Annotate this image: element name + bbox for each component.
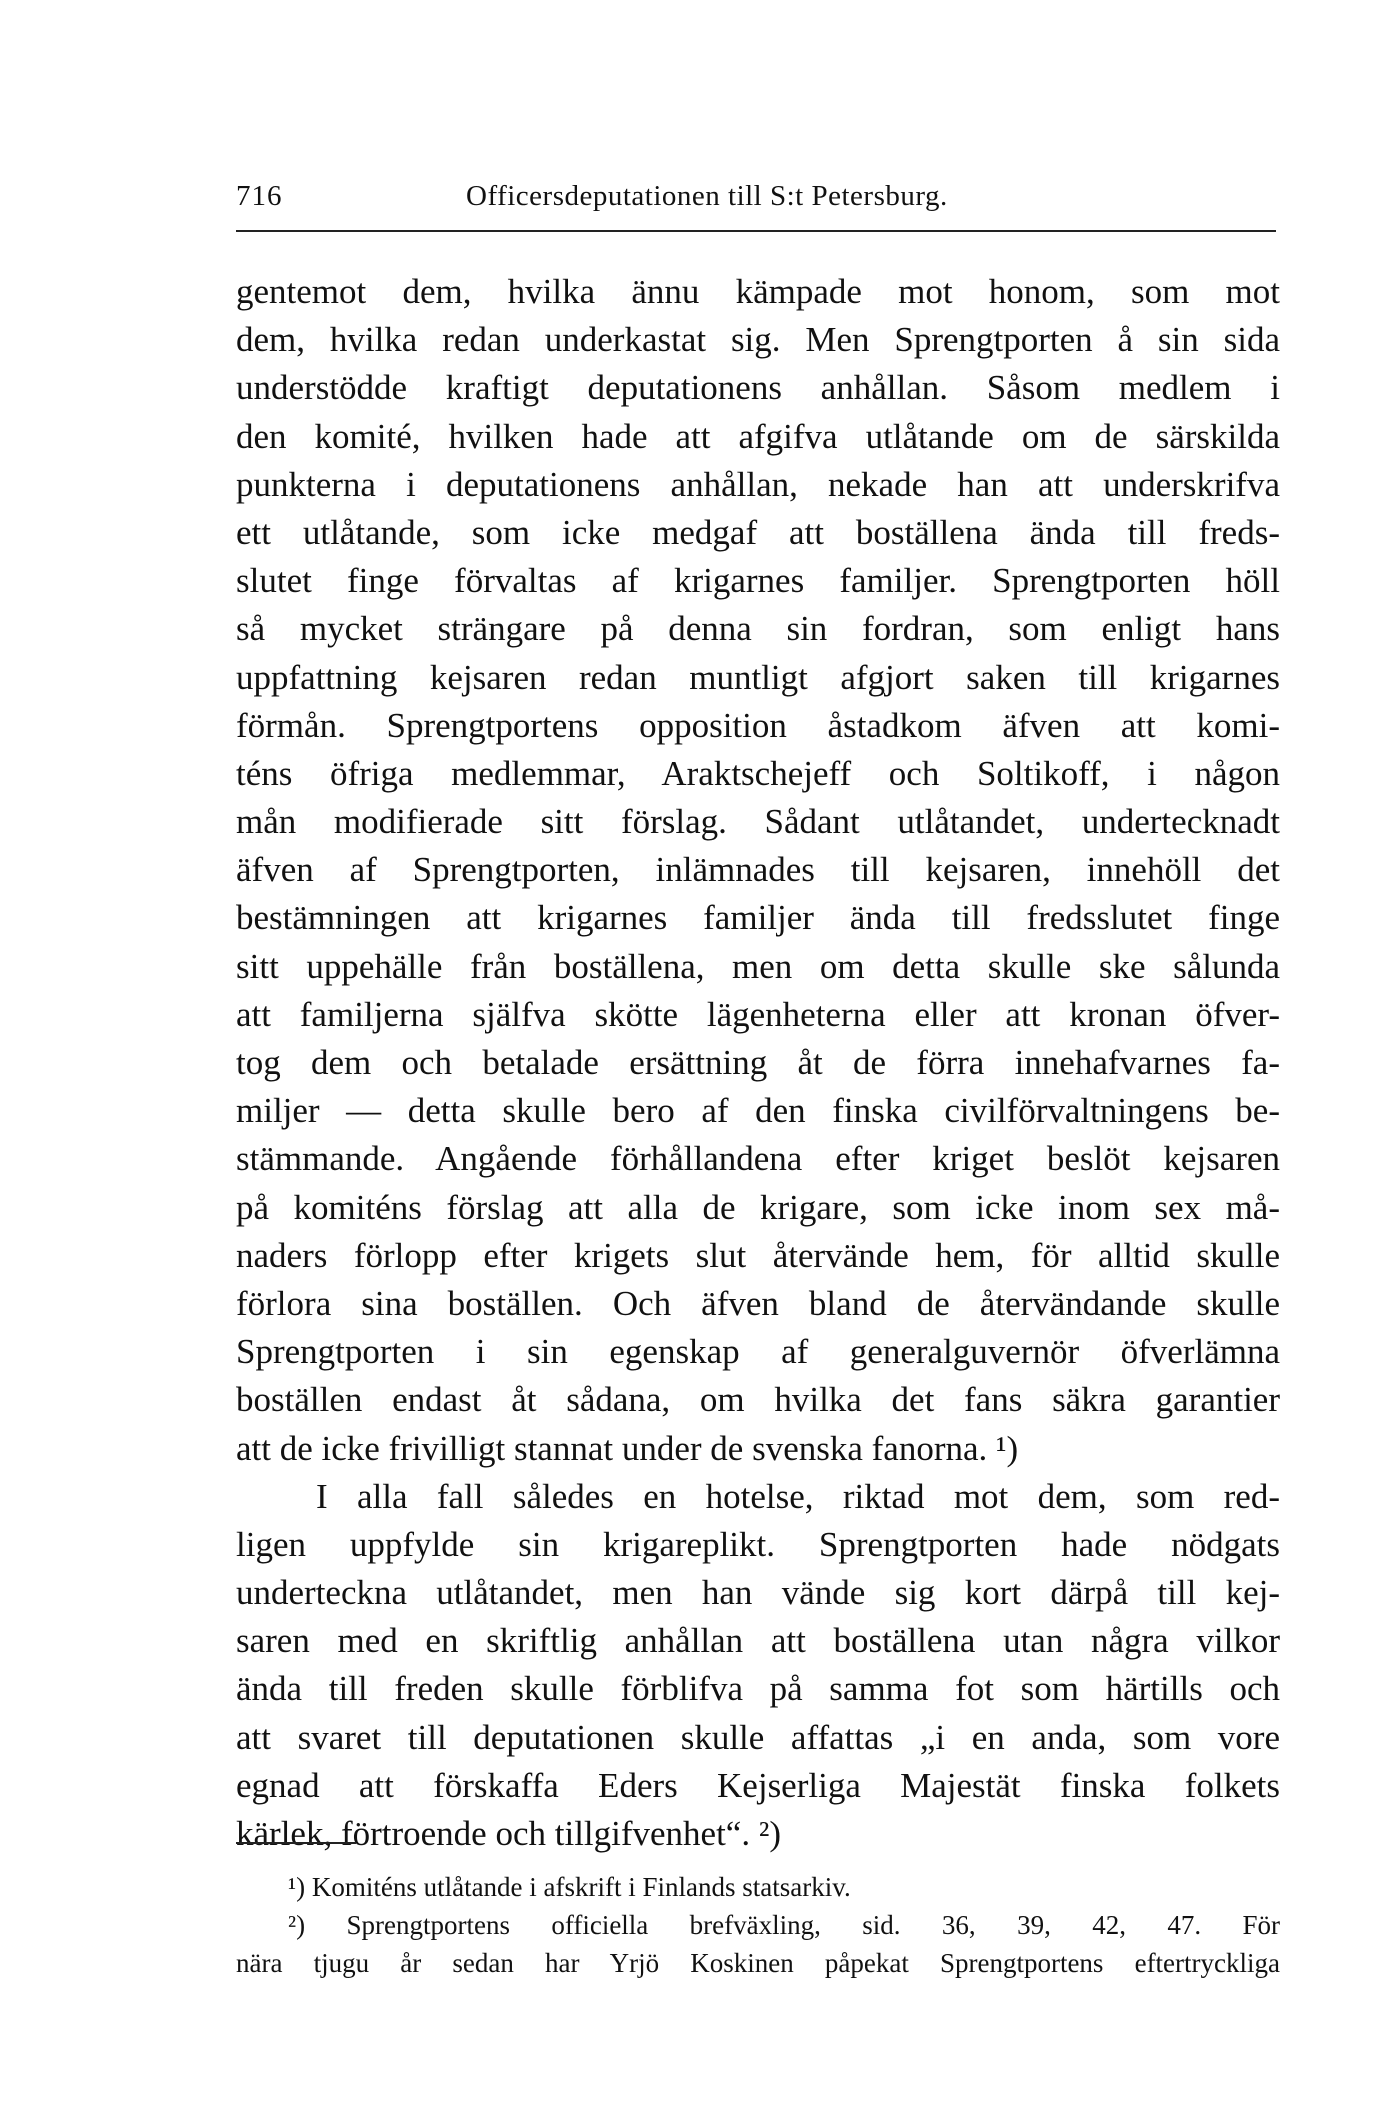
text-line: understödde kraftigt deputationens anhållan. Såsom medlem i	[236, 368, 1280, 408]
text-line: kärlek, förtroende och tillgifvenhet“. ²)	[236, 1814, 781, 1853]
text-line: punkterna i deputationens anhållan, nekade han att underskrifva	[236, 464, 1280, 504]
text-line: egnad att förskaffa Eders Kejserliga Majestät finska folkets	[236, 1765, 1280, 1805]
text-line: miljer — detta skulle bero af den finska civilförvaltningens be-	[236, 1091, 1280, 1131]
text-line: I alla fall således en hotelse, riktad mot dem, som red-	[316, 1476, 1280, 1516]
text-line: på komiténs förslag att alla de krigare, som icke inom sex må-	[236, 1187, 1280, 1227]
body-text	[236, 268, 1280, 1858]
text-line: téns öfriga medlemmar, Araktschejeff och Soltikoff, i någon	[236, 753, 1280, 793]
text-line: ända till freden skulle förblifva på samma fot som härtills och	[236, 1669, 1280, 1709]
text-line: gentemot dem, hvilka ännu kämpade mot honom, som mot	[236, 272, 1280, 311]
text-line: boställen endast åt sådana, om hvilka det fans säkra garantier	[236, 1380, 1280, 1420]
text-line: ligen uppfylde sin krigareplikt. Sprengtporten hade nödgats	[236, 1524, 1280, 1564]
footnote-line: nära tjugu år sedan har Yrjö Koskinen påpekat Sprengtportens eftertryckliga	[236, 1948, 1280, 1978]
running-header	[236, 180, 1276, 232]
text-line: sitt uppehälle från boställena, men om detta skulle ske sålunda	[236, 946, 1280, 986]
text-line: att svaret till deputationen skulle affattas „i en anda, som vore	[236, 1717, 1280, 1757]
text-line: bestämningen att krigarnes familjer ända till fredsslutet finge	[236, 898, 1280, 938]
text-line: stämmande. Angående förhållandena efter kriget beslöt kejsaren	[236, 1139, 1280, 1179]
footnote-line: ²) Sprengtportens officiella brefväxling, sid. 36, 39, 42, 47. För	[288, 1910, 1280, 1940]
footnote-divider	[236, 1842, 356, 1844]
text-line: att de icke frivilligt stannat under de svenska fanorna. ¹)	[236, 1428, 1019, 1468]
text-line: äfven af Sprengtporten, inlämnades till kejsaren, innehöll det	[236, 850, 1280, 890]
text-line: uppfattning kejsaren redan muntligt afgjort saken till krigarnes	[236, 657, 1280, 697]
text-line: underteckna utlåtandet, men han vände sig kort därpå till kej-	[236, 1573, 1280, 1613]
text-line: förlora sina boställen. Och äfven bland de återvändande skulle	[236, 1283, 1280, 1323]
running-title: Officersdeputationen till S:t Petersburg.	[466, 180, 948, 212]
text-line: förmån. Sprengtportens opposition åstadkom äfven att komi-	[236, 705, 1280, 745]
text-line: tog dem och betalade ersättning åt de förra innehafvarnes fa-	[236, 1043, 1280, 1082]
text-line: dem, hvilka redan underkastat sig. Men Sprengtporten å sin sida	[236, 320, 1280, 360]
page-number: 716	[236, 180, 283, 212]
text-line: så mycket strängare på denna sin fordran, som enligt hans	[236, 609, 1280, 649]
text-line: saren med en skriftlig anhållan att boställena utan några vilkor	[236, 1621, 1280, 1661]
footnotes	[236, 1868, 1280, 1982]
text-line: naders förlopp efter krigets slut återvände hem, för alltid skulle	[236, 1235, 1280, 1275]
text-line: ett utlåtande, som icke medgaf att boställena ända till freds-	[236, 512, 1280, 552]
text-line: den komité, hvilken hade att afgifva utlåtande om de särskilda	[236, 416, 1280, 456]
text-line: Sprengtporten i sin egenskap af generalguvernör öfverlämna	[236, 1332, 1280, 1372]
text-line: slutet finge förvaltas af krigarnes familjer. Sprengtporten höll	[236, 561, 1280, 601]
text-line: mån modifierade sitt förslag. Sådant utlåtandet, undertecknadt	[236, 802, 1280, 842]
footnote-line: ¹) Komiténs utlåtande i afskrift i Finlands statsarkiv.	[288, 1872, 851, 1902]
text-line: att familjerna själfva skötte lägenheterna eller att kronan öfver-	[236, 994, 1280, 1034]
